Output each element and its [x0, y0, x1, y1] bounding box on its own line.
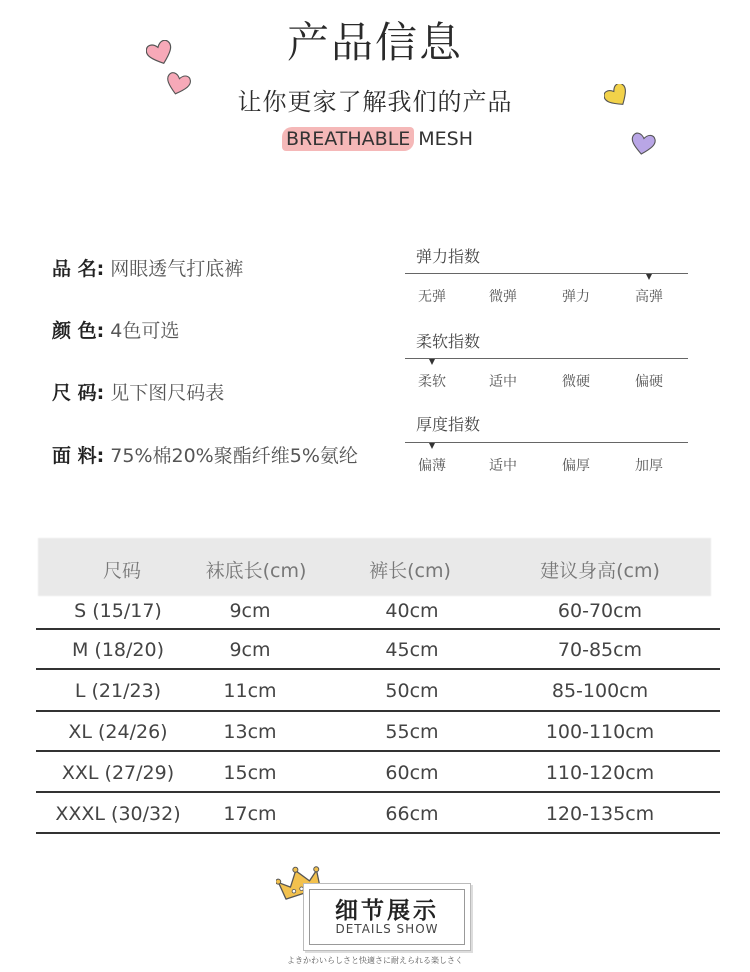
table-cell: 120-135cm [545, 803, 655, 825]
scale-option: 适中 [489, 374, 517, 390]
info-label: 颜 色: [52, 320, 105, 342]
table-row-divider [36, 791, 720, 793]
table-cell: 50cm [385, 680, 439, 702]
heart-icon [630, 132, 656, 156]
scale-title-softness: 柔软指数 [416, 332, 481, 351]
table-cell: 45cm [385, 639, 439, 661]
table-cell: 100-110cm [545, 721, 655, 743]
scale-option: 偏薄 [418, 458, 446, 474]
tagline-rest: MESH [418, 128, 474, 150]
tagline [282, 128, 473, 150]
table-cell: 9cm [229, 600, 271, 622]
scale-option: 加厚 [635, 458, 663, 474]
table-cell: XL (24/26) [68, 721, 168, 743]
scale-marker [429, 359, 435, 365]
table-cell: XXXL (30/32) [55, 803, 181, 825]
info-value: 见下图尺码表 [110, 382, 225, 404]
tagline-highlight: BREATHABLE [282, 127, 414, 151]
scale-option: 弹力 [562, 289, 590, 305]
table-cell: 66cm [385, 803, 439, 825]
size-table-header: 袜底长(cm) [205, 560, 307, 582]
scale-marker [429, 443, 435, 449]
scale-option: 微弹 [489, 289, 517, 305]
info-row-fabric [52, 441, 358, 468]
table-cell: 9cm [229, 639, 271, 661]
info-value: 4色可选 [110, 320, 180, 342]
table-row-divider [36, 628, 720, 630]
table-cell: 11cm [223, 680, 277, 702]
info-label: 尺 码: [52, 382, 105, 404]
table-cell: 55cm [385, 721, 439, 743]
table-cell: 15cm [223, 762, 277, 784]
scale-option: 偏厚 [562, 458, 590, 474]
info-row-name [52, 254, 243, 281]
scale-option: 偏硬 [635, 374, 663, 390]
scale-option: 无弹 [418, 289, 446, 305]
table-cell: M (18/20) [71, 639, 164, 661]
info-label: 面 料: [52, 445, 105, 467]
table-cell: 60-70cm [557, 600, 643, 622]
scale-option: 适中 [489, 458, 517, 474]
scale-line [405, 358, 688, 359]
scale-marker [646, 274, 652, 280]
scale-option: 微硬 [562, 374, 590, 390]
table-cell: XXL (27/29) [61, 762, 175, 784]
table-row-divider [36, 668, 720, 670]
heart-icon [604, 84, 630, 108]
size-table-header: 裤长(cm) [369, 560, 451, 582]
table-cell: 85-100cm [551, 680, 649, 702]
details-badge-subtitle: DETAILS SHOW [335, 922, 439, 936]
table-row-divider [36, 750, 720, 752]
page-title: 产品信息 [286, 18, 463, 67]
info-value: 75%棉20%聚酯纤维5%氨纶 [110, 445, 358, 467]
table-row-divider [36, 832, 720, 834]
table-cell: 70-85cm [557, 639, 643, 661]
details-badge-title: 细节展示 [335, 898, 439, 924]
scale-option: 柔软 [418, 374, 446, 390]
footnote: よきかわいらしさと快適さに耐えられる楽しさく [287, 956, 463, 965]
scale-title-elasticity: 弹力指数 [416, 247, 481, 266]
size-table-header: 建议身高(cm) [540, 560, 660, 582]
scale-line [405, 442, 688, 443]
heart-icon [165, 72, 191, 96]
info-value: 网眼透气打底裤 [110, 258, 244, 280]
heart-icon [146, 40, 174, 66]
table-cell: 60cm [385, 762, 439, 784]
info-row-color [52, 316, 179, 343]
info-label: 品 名: [52, 258, 105, 280]
table-cell: 110-120cm [545, 762, 655, 784]
table-cell: 13cm [223, 721, 277, 743]
info-row-size [52, 378, 224, 405]
table-cell: S (15/17) [74, 600, 162, 622]
details-badge [303, 883, 471, 951]
page-subtitle: 让你更家了解我们的产品 [237, 88, 513, 116]
scale-option: 高弹 [635, 289, 663, 305]
table-cell: 40cm [385, 600, 439, 622]
scale-title-thickness: 厚度指数 [416, 415, 481, 434]
table-cell: 17cm [223, 803, 277, 825]
table-row-divider [36, 710, 720, 712]
size-table-header: 尺码 [102, 560, 141, 582]
table-cell: L (21/23) [74, 680, 162, 702]
